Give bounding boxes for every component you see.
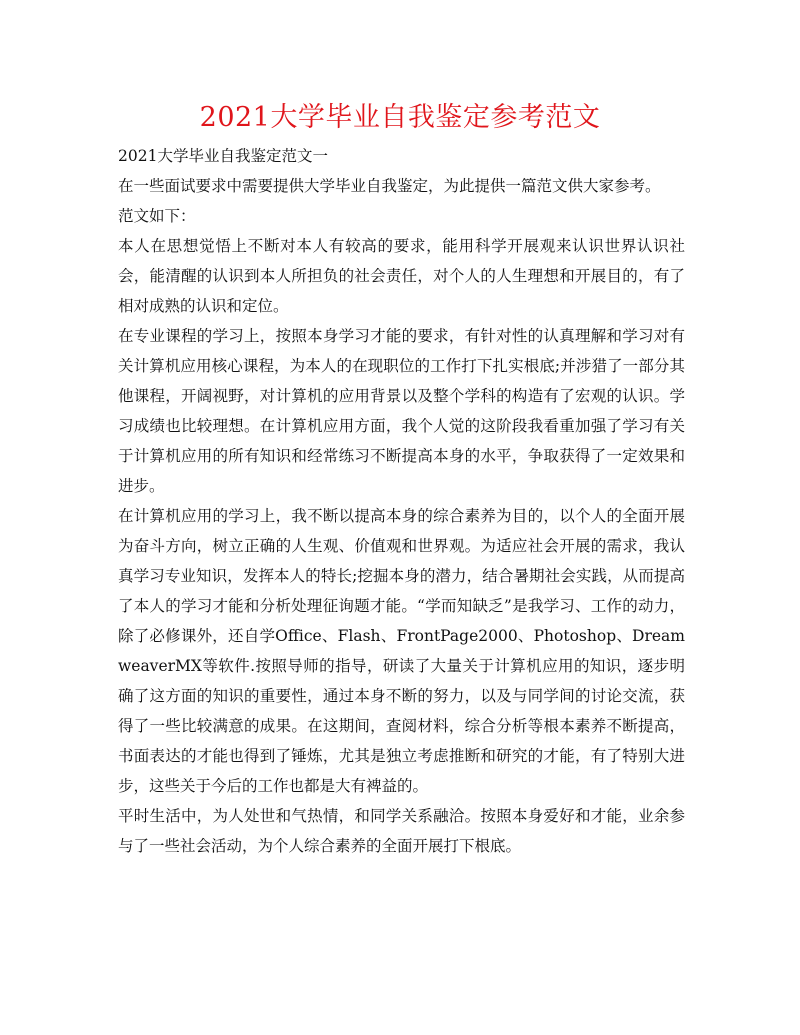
paragraph-subtitle: 2021大学毕业自我鉴定范文一 [118, 147, 328, 165]
document-body [118, 141, 685, 861]
paragraph-coursework: 在专业课程的学习上，按照本身学习才能的要求，有针对性的认真理解和学习对有关计算机应用核心课程，为本人的在现职位的工作打下扎实根底;并涉猎了一部分其他课程，开阔视野，对计算机的应用背景以及整个学科的构造有了宏观的认识。学习成绩也比较理想。在计算机应用方面，我个人觉的这阶段我看重加强了学习有关于计算机应用的所有知识和经常练习不断提高本身的水平，争取获得了一定效果和进步。 [118, 327, 685, 495]
paragraph-computer-study: 在计算机应用的学习上，我不断以提高本身的综合素养为目的，以个人的全面开展为奋斗方向，树立正确的人生观、价值观和世界观。为适应社会开展的需求，我认真学习专业知识，发挥本人的特长;挖掘本身的潜力，结合暑期社会实践，从而提高了本人的学习才能和分析处理征询题才能。“学而知缺乏”是我学习、工作的动力，除了必修课外，还自学Office、Flash、FrontPage2000、Photoshop、DreamweaverMX等软件.按照导师的指导，研读了大量关于计算机应用的知识，逐步明确了这方面的知识的重要性，通过本身不断的努力，以及与同学间的讨论交流，获得了一些比较满意的成果。在这期间，查阅材料，综合分析等根本素养不断提高，书面表达的才能也得到了锤炼，尤其是独立考虑推断和研究的才能，有了特别大进步，这些关于今后的工作也都是大有裨益的。 [118, 507, 685, 795]
paragraph-intro: 在一些面试要求中需要提供大学毕业自我鉴定，为此提供一篇范文供大家参考。 [118, 177, 661, 195]
paragraph-ideology: 本人在思想觉悟上不断对本人有较高的要求，能用科学开展观来认识世界认识社会，能清醒的认识到本人所担负的社会责任，对个人的人生理想和开展目的，有了相对成熟的认识和定位。 [118, 237, 685, 315]
document-title: 2021大学毕业自我鉴定参考范文 [199, 102, 601, 133]
paragraph-daily-life: 平时生活中，为人处世和气热情，和同学关系融洽。按照本身爱好和才能，业余参与了一些社会活动，为个人综合素养的全面开展打下根底。 [118, 807, 685, 855]
paragraph-sample-label: 范文如下： [118, 207, 196, 225]
